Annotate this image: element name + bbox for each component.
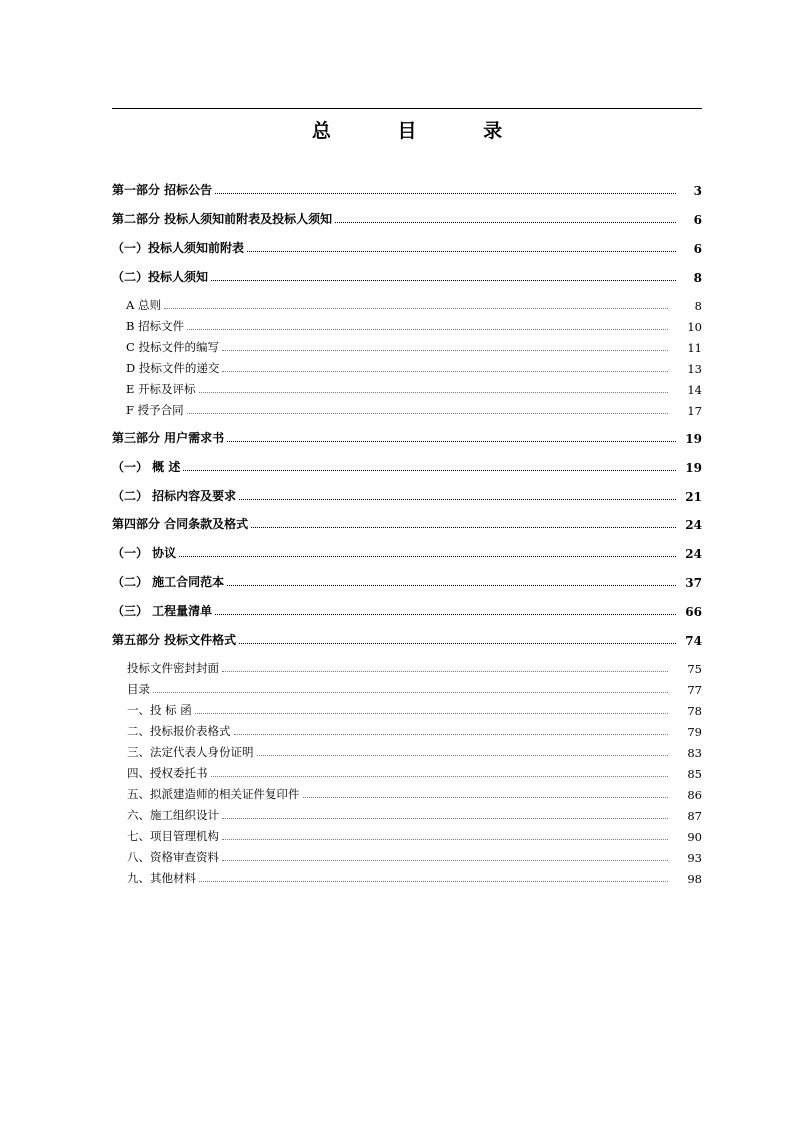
toc-entry[interactable] <box>126 360 702 376</box>
toc-entry[interactable] <box>112 430 702 446</box>
toc-entry-page-number: 85 <box>687 767 702 781</box>
toc-entry[interactable] <box>112 459 702 475</box>
toc-entry-page-number: 21 <box>685 490 702 504</box>
toc-entry-label: 六、施工组织设计 <box>127 808 219 822</box>
toc-entry-page-number: 19 <box>685 432 702 446</box>
toc-entry[interactable] <box>112 182 702 198</box>
toc-entry-label: 目录 <box>127 682 150 696</box>
toc-entry[interactable] <box>127 681 702 697</box>
dot-leader <box>227 584 676 586</box>
toc-entry-page-number: 37 <box>685 576 702 590</box>
dot-leader <box>187 328 668 330</box>
toc-entry-label: A 总则 <box>126 298 161 312</box>
toc-entry-page-number: 11 <box>687 341 702 355</box>
toc-entry[interactable] <box>126 339 702 355</box>
toc-entry[interactable] <box>112 545 702 561</box>
toc-entry-page-number: 24 <box>685 547 702 561</box>
toc-entry-label: 五、拟派建造师的相关证件复印件 <box>127 787 300 801</box>
toc-entry-page-number: 93 <box>687 851 702 865</box>
dot-leader <box>222 349 668 351</box>
toc-entry-label: （一） 协议 <box>112 546 177 560</box>
dot-leader <box>199 880 668 882</box>
toc-entry-label: 三、法定代表人身份证明 <box>127 745 254 759</box>
toc-entry-label: 二、投标报价表格式 <box>127 724 231 738</box>
toc-entry[interactable] <box>112 488 702 504</box>
toc-entry-label: 第二部分 投标人须知前附表及投标人须知 <box>112 212 333 226</box>
toc-entry-label: （二）投标人须知 <box>112 270 209 284</box>
toc-entry-label: C 投标文件的编写 <box>126 340 219 354</box>
toc-entry[interactable] <box>112 269 702 285</box>
toc-entry-label: 九、其他材料 <box>127 871 196 885</box>
header-rule <box>112 108 702 109</box>
dot-leader <box>234 733 669 735</box>
toc-entry[interactable] <box>127 828 702 844</box>
toc-entry-page-number: 98 <box>687 872 702 886</box>
toc-entry-page-number: 14 <box>687 383 702 397</box>
toc-entry-label: 一、投 标 函 <box>127 703 192 717</box>
dot-leader <box>179 555 676 557</box>
dot-leader <box>222 370 668 372</box>
dot-leader <box>303 796 669 798</box>
toc-entry-label: （二） 施工合同范本 <box>112 575 225 589</box>
toc-entry-page-number: 19 <box>685 461 702 475</box>
toc-entry[interactable] <box>112 603 702 619</box>
toc-entry-page-number: 10 <box>687 320 702 334</box>
toc-entry-page-number: 77 <box>687 683 702 697</box>
toc-entry-label: 第五部分 投标文件格式 <box>112 633 237 647</box>
dot-leader <box>335 221 676 223</box>
toc-entry-page-number: 17 <box>687 404 702 418</box>
toc-entry[interactable] <box>127 660 702 676</box>
dot-leader <box>211 775 669 777</box>
toc-entry[interactable] <box>112 211 702 227</box>
dot-leader <box>199 391 668 393</box>
page-title: 总 目 录 <box>311 120 533 142</box>
toc-entry[interactable] <box>112 240 702 256</box>
toc-entry-page-number: 75 <box>687 662 702 676</box>
toc-entry-label: （一） 概 述 <box>112 460 181 474</box>
toc-entry-label: （一）投标人须知前附表 <box>112 241 245 255</box>
toc-entry-page-number: 3 <box>693 184 702 198</box>
dot-leader <box>239 498 676 500</box>
dot-leader <box>222 859 668 861</box>
dot-leader <box>222 670 668 672</box>
toc-entry-label: 第四部分 合同条款及格式 <box>112 517 249 531</box>
toc-entry-page-number: 13 <box>687 362 702 376</box>
toc-entry-label: F 授予合同 <box>126 403 184 417</box>
toc-entry-label: B 招标文件 <box>126 319 185 333</box>
toc-entry-label: 七、项目管理机构 <box>127 829 219 843</box>
toc-entry[interactable] <box>127 870 702 886</box>
dot-leader <box>215 613 676 615</box>
toc-entry-page-number: 74 <box>685 634 702 648</box>
toc-entry[interactable] <box>127 849 702 865</box>
dot-leader <box>227 440 676 442</box>
toc-entry[interactable] <box>112 516 702 532</box>
toc-entry-page-number: 8 <box>694 299 702 313</box>
toc-entry-label: D 投标文件的递交 <box>126 361 220 375</box>
toc-entry-page-number: 79 <box>687 725 702 739</box>
toc-entry[interactable] <box>112 574 702 590</box>
toc-entry[interactable] <box>126 318 702 334</box>
toc-entry-page-number: 86 <box>687 788 702 802</box>
toc-entry[interactable] <box>127 702 702 718</box>
dot-leader <box>257 754 669 756</box>
toc-entry[interactable] <box>127 723 702 739</box>
dot-leader <box>247 250 676 252</box>
dot-leader <box>239 642 676 644</box>
toc-entry[interactable] <box>127 765 702 781</box>
toc-entry-label: E 开标及评标 <box>126 382 196 396</box>
dot-leader <box>222 817 668 819</box>
toc-entry-label: 第一部分 招标公告 <box>112 183 213 197</box>
dot-leader <box>153 691 668 693</box>
toc-entry[interactable] <box>126 381 702 397</box>
dot-leader <box>222 838 668 840</box>
dot-leader <box>211 279 676 281</box>
toc-entry[interactable] <box>112 632 702 648</box>
toc-entry-page-number: 78 <box>687 704 702 718</box>
toc-entry[interactable] <box>126 402 702 418</box>
toc-entry[interactable] <box>127 744 702 760</box>
toc-entry-page-number: 6 <box>693 242 702 256</box>
toc-entry-label: （三） 工程量清单 <box>112 604 213 618</box>
dot-leader <box>195 712 668 714</box>
toc-entry-page-number: 66 <box>685 605 702 619</box>
toc-entry-label: 投标文件密封封面 <box>127 661 219 675</box>
toc-entry[interactable] <box>127 786 702 802</box>
toc-entry-page-number: 83 <box>687 746 702 760</box>
toc-entry-label: （二） 招标内容及要求 <box>112 489 237 503</box>
toc-entry-label: 第三部分 用户需求书 <box>112 431 225 445</box>
toc-entry-page-number: 6 <box>693 213 702 227</box>
toc-entry[interactable] <box>127 807 702 823</box>
dot-leader <box>183 469 676 471</box>
toc-entry-page-number: 90 <box>687 830 702 844</box>
toc-entry-label: 八、资格审查资料 <box>127 850 219 864</box>
toc-entry-page-number: 24 <box>685 518 702 532</box>
dot-leader <box>215 192 676 194</box>
dot-leader <box>187 412 668 414</box>
toc-entry-page-number: 8 <box>693 271 702 285</box>
dot-leader <box>251 526 676 528</box>
toc-entry-label: 四、授权委托书 <box>127 766 208 780</box>
toc-entry-page-number: 87 <box>687 809 702 823</box>
toc-entry[interactable] <box>126 297 702 313</box>
dot-leader <box>164 307 668 309</box>
